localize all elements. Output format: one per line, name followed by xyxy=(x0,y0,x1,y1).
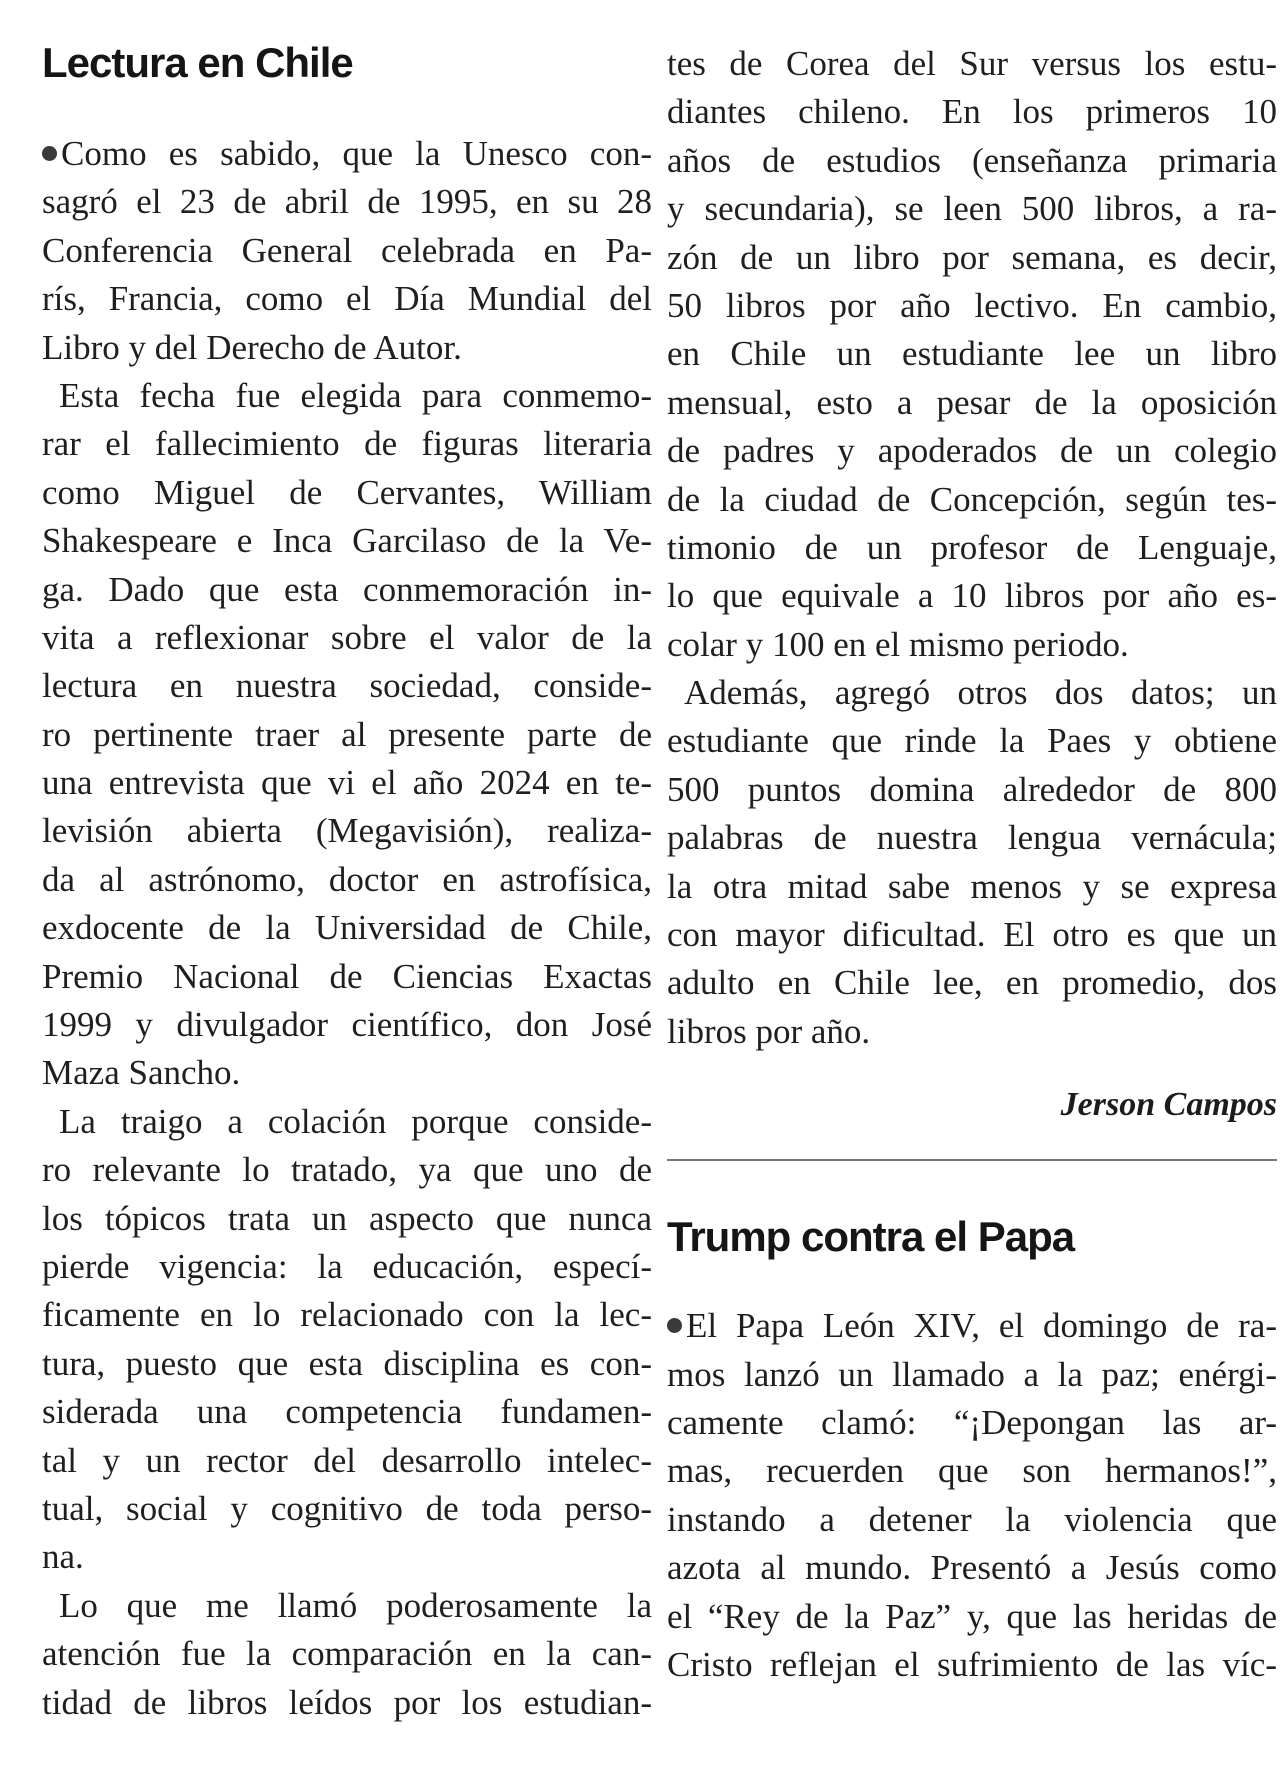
text-line: una entrevista que vi el año 2024 en te- xyxy=(42,763,652,803)
letter-title-trump: Trump contra el Papa xyxy=(667,1213,1075,1261)
text-line: El Papa León XIV, el domingo de ra- xyxy=(667,1302,1277,1350)
text-line: lectura en nuestra sociedad, conside- xyxy=(42,666,652,706)
left-column xyxy=(42,0,652,1727)
letter-body-trump xyxy=(667,1302,1277,1689)
text-line: Cristo reflejan el sufrimiento de las víc- xyxy=(667,1644,1277,1684)
text-line: adulto en Chile lee, en promedio, dos xyxy=(667,963,1277,1003)
letter-signature: Jerson Campos xyxy=(1060,1086,1277,1124)
text-line: palabras de nuestra lengua vernácula; xyxy=(667,818,1277,858)
text-line: Libro y del Derecho de Autor. xyxy=(42,327,462,367)
text-line: mas, recuerden que son hermanos!”, xyxy=(667,1451,1277,1491)
text-line: mos lanzó un llamado a la paz; enérgi- xyxy=(667,1354,1277,1394)
text-line: rar el fallecimiento de figuras literaria xyxy=(42,424,652,464)
text-line: ficamente en lo relacionado con la lec- xyxy=(42,1295,652,1335)
text-line: tal y un rector del desarrollo intelec- xyxy=(42,1440,652,1480)
text-line: atención fue la comparación en la can- xyxy=(42,1634,652,1674)
text-line: rís, Francia, como el Día Mundial del xyxy=(42,279,652,319)
text-line: lo que equivale a 10 libros por año es- xyxy=(667,576,1277,616)
right-column xyxy=(667,0,1277,1689)
text-line: Como es sabido, que la Unesco con- xyxy=(42,130,652,178)
text-line: Premio Nacional de Ciencias Exactas xyxy=(42,956,652,996)
letter-body-lectura xyxy=(42,130,652,1727)
text-line: sagró el 23 de abril de 1995, en su 28 xyxy=(42,182,652,222)
text-line: mensual, esto a pesar de la oposición xyxy=(667,382,1277,422)
text-line: diantes chileno. En los primeros 10 xyxy=(667,92,1277,132)
text-line: siderada una competencia fundamen- xyxy=(42,1392,652,1432)
text-line: azota al mundo. Presentó a Jesús como xyxy=(667,1548,1277,1588)
text-line: tual, social y cognitivo de toda perso- xyxy=(42,1488,652,1528)
letter-title-lectura: Lectura en Chile xyxy=(42,39,353,86)
text-line: zón de un libro por semana, es decir, xyxy=(667,237,1277,277)
text-line: timonio de un profesor de Lenguaje, xyxy=(667,527,1277,567)
text-line: libros por año. xyxy=(667,1011,871,1051)
text-line: Lo que me llamó poderosamente la xyxy=(59,1585,652,1625)
text-line: Además, agregó otros dos datos; un xyxy=(684,673,1277,713)
bullet-icon xyxy=(667,1318,682,1333)
text-line: exdocente de la Universidad de Chile, xyxy=(42,908,652,948)
text-line: da al astrónomo, doctor en astrofísica, xyxy=(42,859,652,899)
text-line: ga. Dado que esta conmemoración in- xyxy=(42,569,652,609)
text-line: tidad de libros leídos por los estudian- xyxy=(42,1682,652,1722)
letter-body-lectura-continued xyxy=(667,0,1277,1056)
section-divider xyxy=(667,1159,1277,1161)
text-line: ro relevante lo tratado, ya que uno de xyxy=(42,1150,652,1190)
text-line: como Miguel de Cervantes, William xyxy=(42,472,652,512)
text-line: el “Rey de la Paz” y, que las heridas de xyxy=(667,1596,1277,1636)
text-line: instando a detener la violencia que xyxy=(667,1499,1277,1539)
text-line: Conferencia General celebrada en Pa- xyxy=(42,230,652,270)
bullet-icon xyxy=(42,146,57,161)
text-line: con mayor dificultad. El otro es que un xyxy=(667,915,1277,955)
text-line: tes de Corea del Sur versus los estu- xyxy=(667,44,1277,83)
text-line: de padres y apoderados de un colegio xyxy=(667,431,1277,471)
text-line: camente clamó: “¡Depongan las ar- xyxy=(667,1402,1277,1442)
text-line: na. xyxy=(42,1537,84,1577)
text-line: en Chile un estudiante lee un libro xyxy=(667,334,1277,374)
text-line: Maza Sancho. xyxy=(42,1053,241,1093)
text-line: Esta fecha fue elegida para conmemo- xyxy=(59,375,652,415)
text-line: Shakespeare e Inca Garcilaso de la Ve- xyxy=(42,521,652,561)
text-line: La traigo a colación porque conside- xyxy=(59,1101,652,1141)
text-line: vita a reflexionar sobre el valor de la xyxy=(42,617,652,657)
text-line: pierde vigencia: la educación, especí- xyxy=(42,1246,652,1286)
text-line: 50 libros por año lectivo. En cambio, xyxy=(667,285,1277,325)
text-line: ro pertinente traer al presente parte de xyxy=(42,714,652,754)
text-line: estudiante que rinde la Paes y obtiene xyxy=(667,721,1277,761)
text-line: los tópicos trata un aspecto que nunca xyxy=(42,1198,652,1238)
text-line: de la ciudad de Concepción, según tes- xyxy=(667,479,1277,519)
text-line: 1999 y divulgador científico, don José xyxy=(42,1005,652,1045)
text-line: años de estudios (enseñanza primaria xyxy=(667,140,1277,180)
text-line: la otra mitad sabe menos y se expresa xyxy=(667,866,1277,906)
text-line: y secundaria), se leen 500 libros, a ra- xyxy=(667,189,1277,229)
text-line: levisión abierta (Megavisión), realiza- xyxy=(42,811,652,851)
text-line: tura, puesto que esta disciplina es con- xyxy=(42,1343,652,1383)
text-line: colar y 100 en el mismo periodo. xyxy=(667,624,1129,664)
text-line: 500 puntos domina alrededor de 800 xyxy=(667,769,1277,809)
